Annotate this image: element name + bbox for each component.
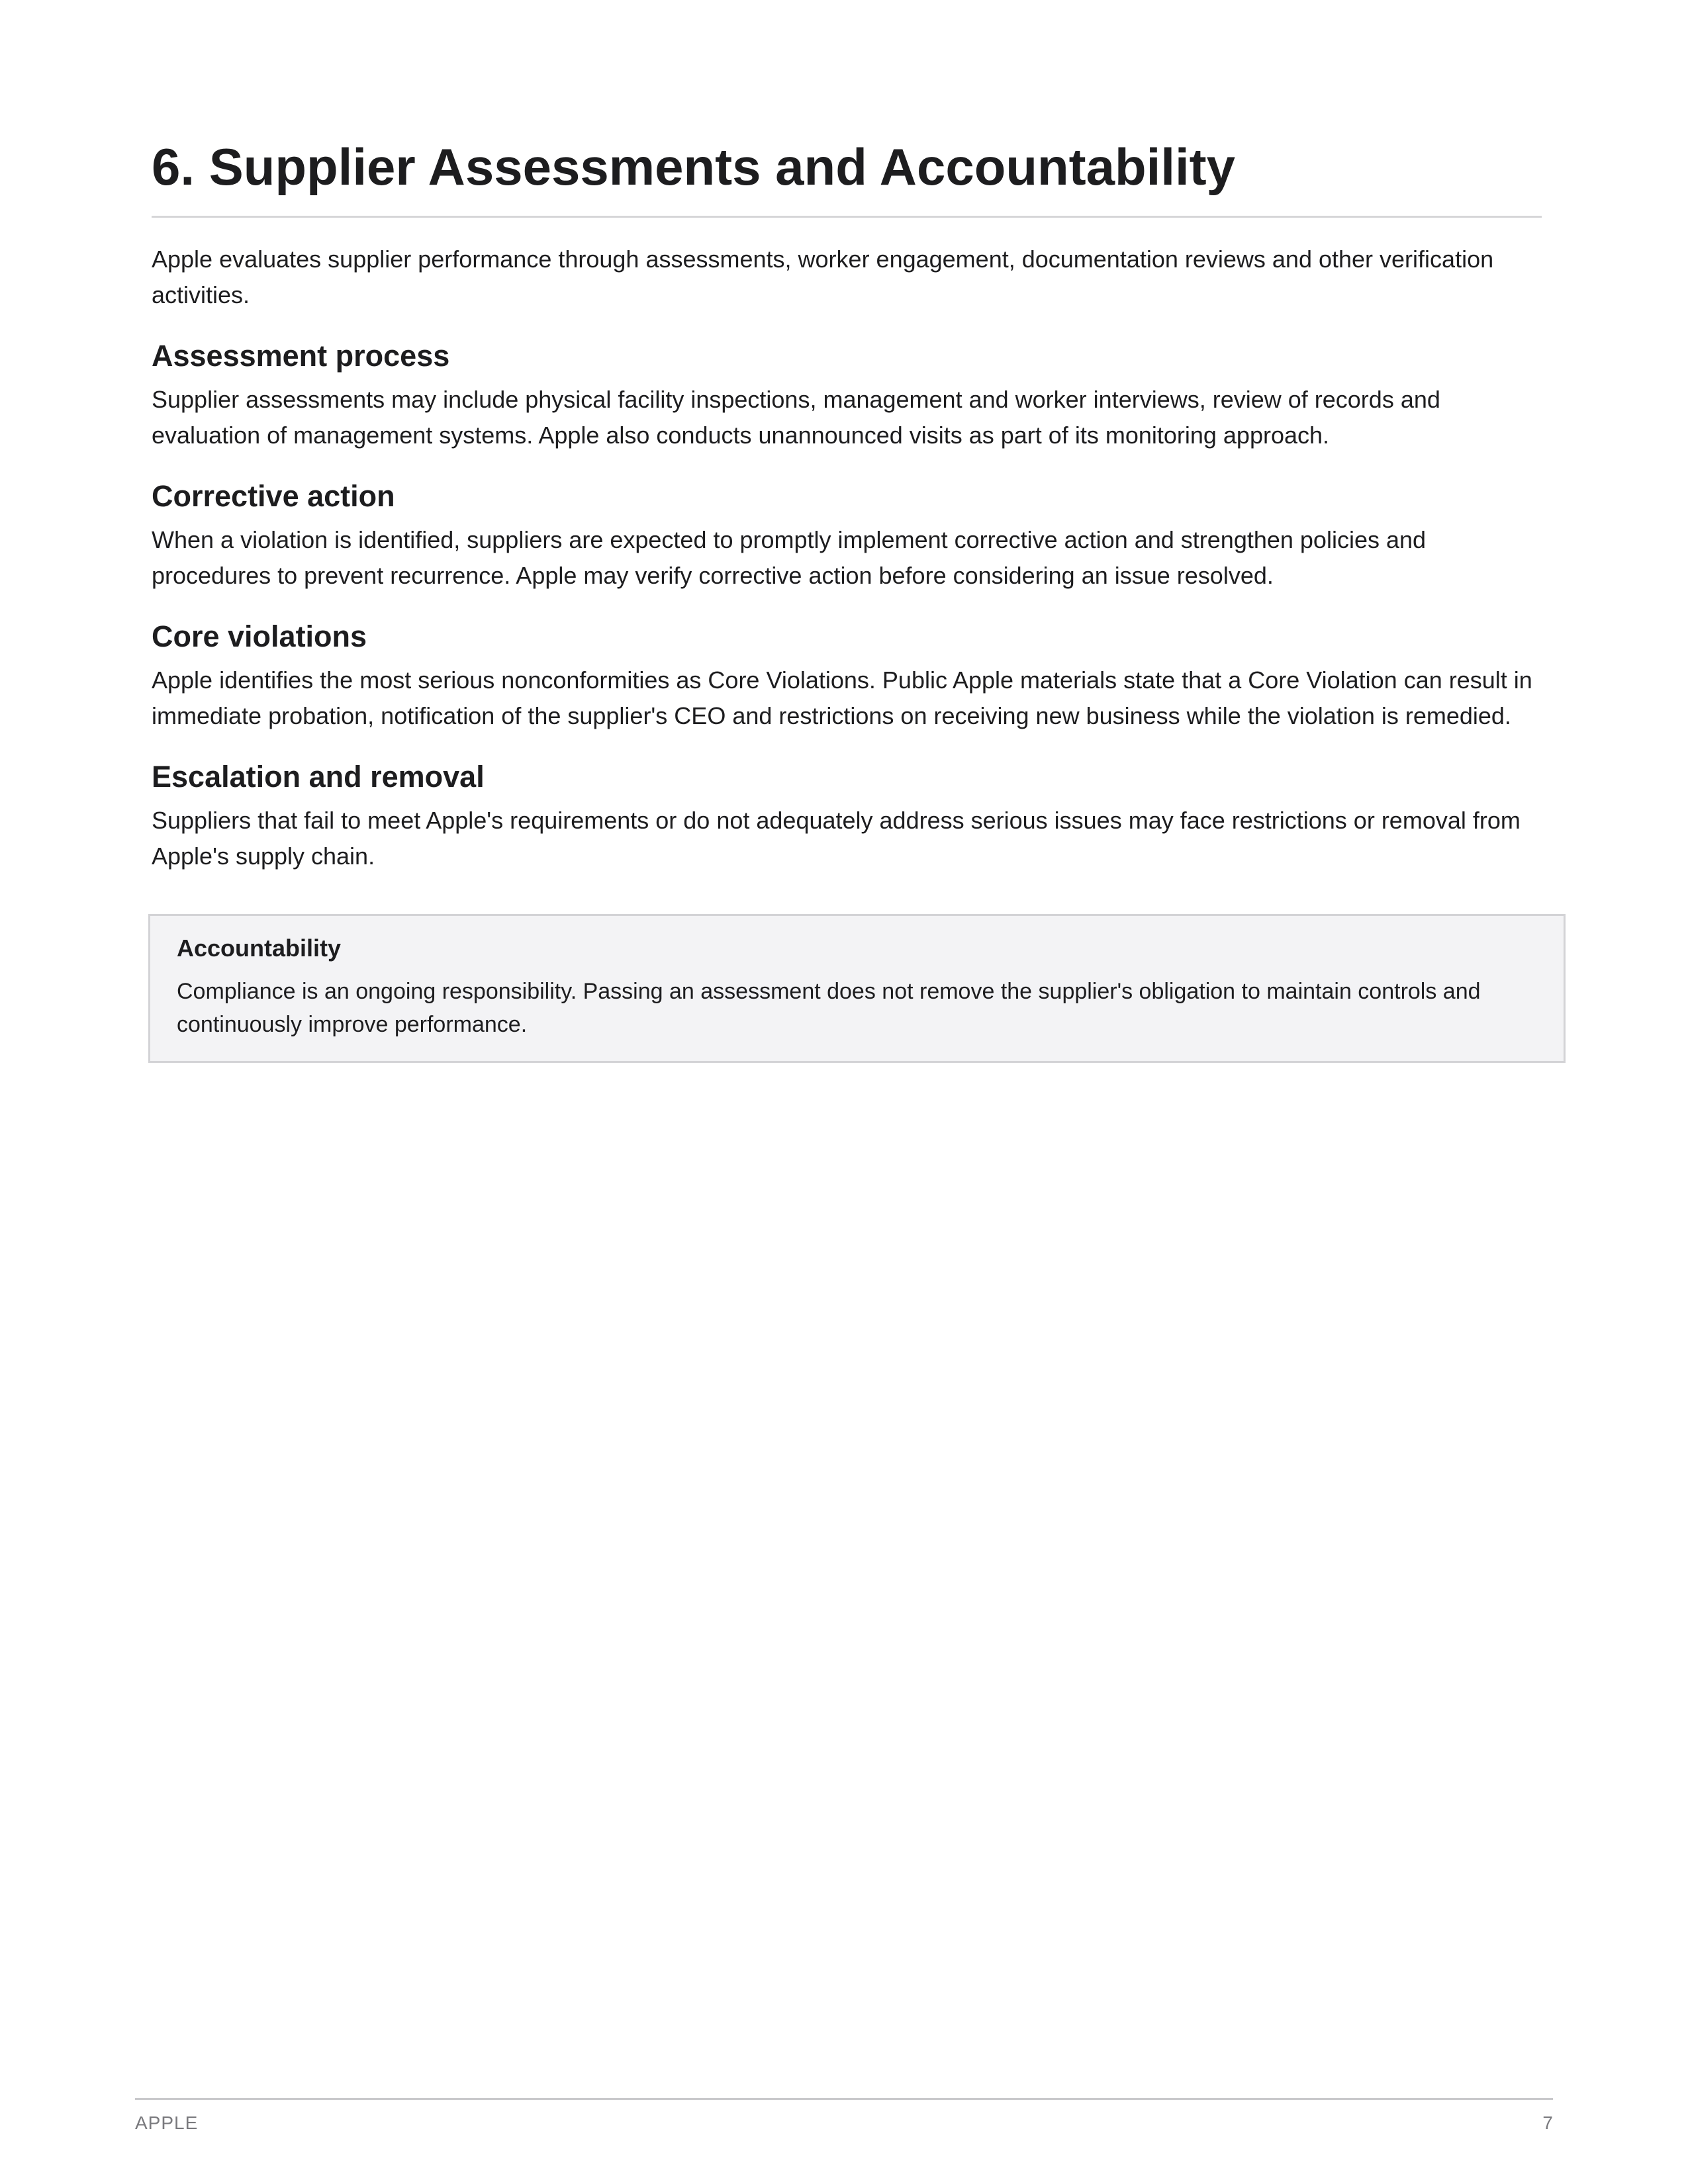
section-heading: Assessment process (152, 338, 450, 373)
section-heading: Escalation and removal (152, 759, 485, 794)
section-heading: Core violations (152, 619, 367, 653)
accountability-callout (148, 914, 1566, 1063)
footer-divider (135, 2098, 1553, 2100)
section-assessment-process (152, 338, 1542, 453)
section-escalation-and-removal (152, 759, 1542, 874)
section-body: Suppliers that fail to meet Apple's requirements or do not adequately address serious issues may face restrictions or removal from Apple's supply chain. (152, 806, 1521, 870)
intro-paragraph: Apple evaluates supplier performance through assessments, worker engagement, documentation reviews and other verification activities. (152, 245, 1494, 308)
callout-body: Compliance is an ongoing responsibility. Passing an assessment does not remove the supplier's obligation to maintain controls and continuously improve performance. (177, 978, 1481, 1037)
page-content (152, 139, 1542, 1063)
page-number: 7 (1542, 2113, 1553, 2133)
section-body: When a violation is identified, suppliers are expected to promptly implement corrective action and strengthen policies and procedures to prevent recurrence. Apple may verify corrective action before considering an issue resolved. (152, 525, 1427, 589)
section-core-violations (152, 619, 1542, 734)
page-title: 6. Supplier Assessments and Accountability (152, 139, 1542, 218)
section-heading: Corrective action (152, 478, 395, 513)
section-body: Apple identifies the most serious nonconformities as Core Violations. Public Apple materials state that a Core Violation can result in immediate probation, notification of the supplier's CEO and restrictions on receiving new business while the violation is remedied. (152, 666, 1532, 729)
section-corrective-action (152, 478, 1542, 594)
callout-title: Accountability (177, 934, 342, 962)
footer-brand: APPLE (135, 2113, 199, 2133)
section-body: Supplier assessments may include physical facility inspections, management and worker interviews, review of records and evaluation of management systems. Apple also conducts unannounced visits as part of its monitoring approach. (152, 385, 1440, 449)
